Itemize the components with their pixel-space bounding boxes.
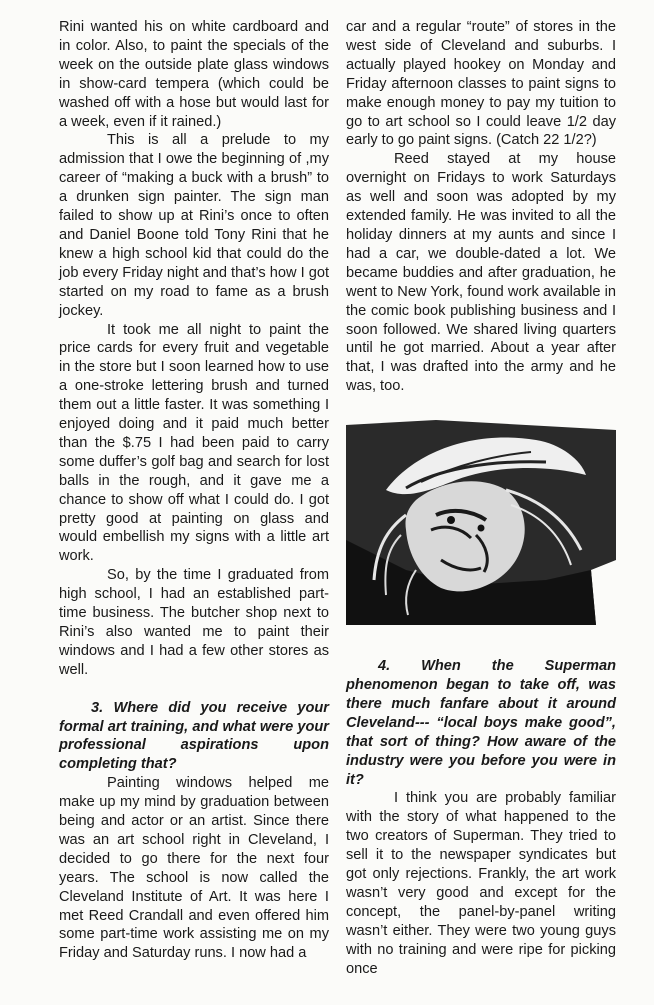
paragraph: So, by the time I graduated from high school, I had an established part-time business. The butcher shop next to Rini’s also wanted me to paint their windows and I had a few other stores as well. <box>59 567 329 678</box>
ink-drawing-illustration <box>346 420 616 625</box>
paragraph: This is all a prelude to my admission that I owe the beginning of ,my career of “making a buck with a brush” to a drunken sign painter. The sign man failed to show up at Rini’s once to often and Daniel Boone told Tony Rini that he knew a high school kid that could do the job every Friday night and that’s how I got started on my road to fame as a brush jockey. <box>59 132 329 319</box>
paragraph: Rini wanted his on white cardboard and in color. Also, to paint the specials of the week on the outside plate glass windows in show-card tempera (which could be washed off with a hose but would last for a week, even if it rained.) <box>59 19 329 130</box>
paragraph: car and a regular “route” of stores in the west side of Cleveland and suburbs. I actually played hookey on Monday and Friday afternoon classes to paint signs to make enough money to pay my tuition to go to art school so I could leave 1/2 day early to go paint signs. (Catch 22 1/2?) <box>346 19 616 149</box>
left-column <box>59 18 329 963</box>
paragraph: I think you are probably familiar with the story of what happened to the two creators of Superman. They tried to sell it to the newspaper syndicates but got only rejections. Frankly, the art work wasn’t very good and except for the concept, the panel-by-panel writing wasn’t either. They were two young guys with no training and were ripe for picking once <box>346 790 616 977</box>
paragraph: Reed stayed at my house overnight on Fridays to work Saturdays as well and soon was adopted by my extended family. He was invited to all the holiday dinners at my aunts and since I had a car, we double-dated a lot. We became buddies and after graduation, he went to New York, found work available in the comic book publishing business and I soon followed. We shared living quarters until he got married. About a year after that, I was drafted into the army and he was, too. <box>346 151 616 395</box>
right-column <box>346 18 616 979</box>
question-heading: 3. Where did you receive your formal art training, and what were your professional aspirations upon completing that? <box>59 699 329 773</box>
question-heading: 4. When the Superman phenomenon began to take off, was there much fanfare about it around Cleveland--- “local boys make good”, that sort of thing? How aware of the industry were you before you were in it? <box>346 658 616 788</box>
paragraph: Painting windows helped me make up my mind by graduation between being and actor or an artist. Since there was an art school right in Cleveland, I decided to go there for the next four years. The school is now called the Cleveland Institute of Art. It was here I met Reed Crandall and even offered him some part-time work assisting me on my Friday and Saturday runs. I now had a <box>59 775 329 962</box>
paragraph: It took me all night to paint the price cards for every fruit and vegetable in the store but I soon learned how to use a one-stroke lettering brush and turned them out a little faster. It was something I enjoyed doing and it paid much better than the $.75 I had been paid to carry some duffer’s golf bag and search for lost balls in the rough, and it gave me a chance to show off what I could do. I got pretty good at painting on glass and would embellish my signs with a little art work. <box>59 321 329 565</box>
